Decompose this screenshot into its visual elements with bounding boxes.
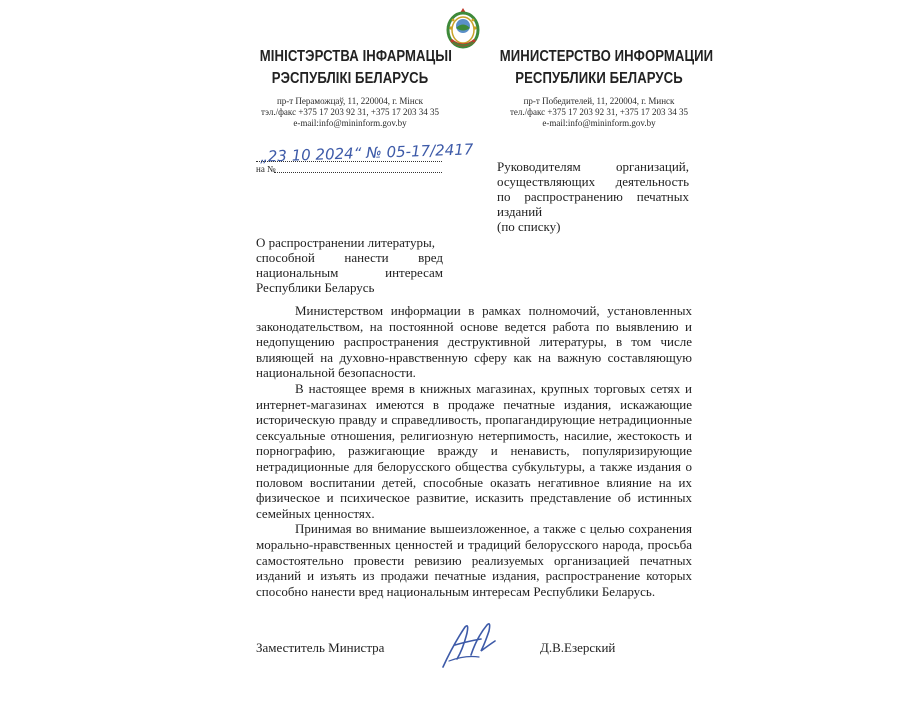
body-paragraph: В настоящее время в книжных магазинах, крупных торговых сетях и интернет-магазинах имеются в продаже печатные издания, искажающие историческую правду и справедливость, пропагандирующие нетрадиционные сексуальные отношения, религиозную нетерпимость, насилие, жестокость и порнографию, разжигающие вражду и ненависть, популяризирующие нетрадиционные для белорусского общества субкультуры, а также издания о половом воспитании детей, способные оказать негативное влияние на их физическое и психическое развитие, исказить представление об истинных семейных ценностях. — [256, 380, 692, 521]
letterhead-belarusian — [240, 46, 460, 129]
registration-block — [256, 140, 474, 182]
dotted-line — [256, 161, 442, 162]
reference-number-label: на № — [256, 164, 276, 174]
addressee-line: по распространению печатных — [497, 189, 689, 204]
body-paragraph: Министерством информации в рамках полномочий, установленных законодательством, на постоянной основе ведется работа по выявлению и недопущению распространения деструктивной литературы, в том числе влияющей на духовно-нравственную сферу как на важную составляющую национальной безопасности. — [256, 303, 692, 381]
addressee-line: (по списку) — [497, 219, 561, 234]
phone-ru: тел./факс +375 17 203 92 31, +375 17 203 34 35 — [509, 107, 689, 117]
dotted-line — [274, 172, 442, 173]
email-ru: e-mail:info@mininform.gov.by — [542, 118, 656, 128]
address-be: пр-т Пераможцаў, 11, 220004, г. Мінск — [276, 96, 424, 106]
subject-line: способной нанести вред — [256, 250, 443, 265]
signatory-position: Заместитель Министра — [256, 640, 385, 655]
subject-line: О распространении литературы, — [256, 235, 436, 250]
subject-block — [256, 235, 443, 295]
letter-body — [256, 303, 692, 599]
addressee-block — [497, 159, 689, 234]
email-be: e-mail:info@mininform.gov.by — [293, 118, 407, 128]
addressee-line: Руководителям организаций, — [497, 159, 689, 174]
ministry-title-be-line2: РЭСПУБЛІКІ БЕЛАРУСЬ — [271, 70, 429, 87]
addressee-line: изданий — [497, 204, 543, 219]
signatory-name: Д.В.Езерский — [540, 640, 616, 655]
ministry-title-ru-line1: МИНИСТЕРСТВО ИНФОРМАЦИИ — [499, 48, 714, 65]
address-ru: пр-т Победителей, 11, 220004, г. Минск — [523, 96, 675, 106]
addressee-line: осуществляющих деятельность — [497, 174, 689, 189]
handwritten-signature-icon — [435, 615, 505, 675]
subject-line: национальным интересам — [256, 265, 443, 280]
letterhead-russian — [478, 46, 720, 129]
handwritten-date-number: „23 10 2024“ № 05-17/2417 — [259, 140, 474, 166]
ministry-title-be-line1: МІНІСТЭРСТВА ІНФАРМАЦЫІ — [259, 48, 452, 65]
ministry-title-ru-line2: РЕСПУБЛИКИ БЕЛАРУСЬ — [515, 70, 683, 87]
phone-be: тэл./факс +375 17 203 92 31, +375 17 203 34 35 — [261, 107, 439, 117]
subject-line: Республики Беларусь — [256, 280, 375, 295]
body-paragraph: Принимая во внимание вышеизложенное, а также с целью сохранения морально-нравственных ценностей и традиций белорусского народа, просьба самостоятельно провести ревизию реализуемых организацией печатных изданий и изъять из продажи печатные издания, распространение которых способно нанести вред национальным интересам Республики Беларусь. — [256, 521, 692, 599]
